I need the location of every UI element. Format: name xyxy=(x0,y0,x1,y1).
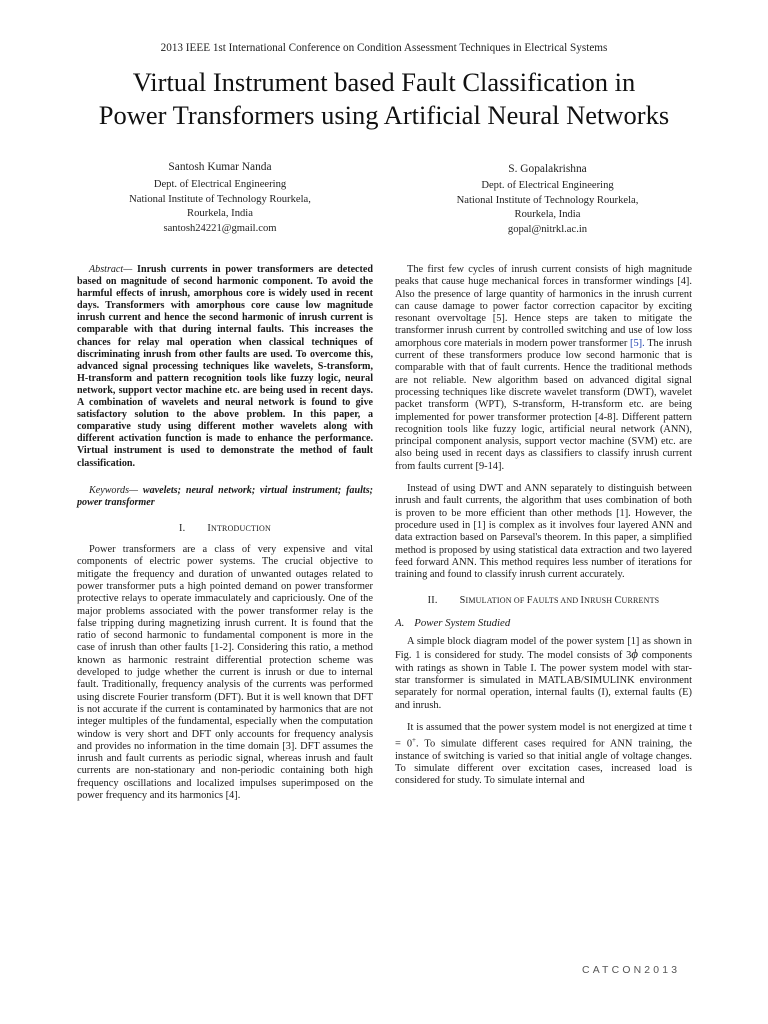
section-title: INTRODUCTION xyxy=(207,522,271,534)
abstract-label: Abstract— xyxy=(89,264,133,275)
section-number: I. xyxy=(179,522,186,534)
title-line-1: Virtual Instrument based Fault Classification in xyxy=(132,67,636,97)
left-column xyxy=(77,264,373,802)
body-paragraph-1: The first few cycles of inrush current consists of high magnitude peaks that cause huge mechanical forces in transformer windings [4]. Also the presence of large quantity of harmonics in the inrush current can cause damage to power factor correction capacitor by exciting resonant overvoltage [5]. Hence steps are taken to mitigate the transformer inrush current by controlled switching and use of low loss amorphous core materials in modern power transformer [5]. The inrush current of these transformers produce low second harmonic that is comparable with that of fault currents. Hence the traditional methods are not reliable. New algorithm based on advanced digital signal processing techniques like discrete wavelet transform (DWT), wavelet packet transform (WPT), S-transform, H-transform etc. are being implemented for power transformer protection [4-8]. Different pattern recognition tools like fuzzy logic, artificial neural network (ANN), principal component analysis, support vector machine (SVM) etc. are also being used in recent days as classifiers to classify inrush current from faults current [9-14]. xyxy=(395,264,692,472)
body-paragraph-2: Instead of using DWT and ANN separately to distinguish between inrush and fault currents, the algorithm that uses combination of both is proven to be more efficient than other methods [1]. However, the procedure used in [1] is complex as it involves four layered ANN and data extraction based on Parseval's theorem. In this paper, a simplified method is proposed by using statistical data extraction and two layered feed forward ANN. This method requires less number of iterations for training and found to classify inrush current accurately. xyxy=(395,483,692,581)
keywords-label: Keywords— xyxy=(89,484,138,496)
author-email: santosh24221@gmail.com xyxy=(163,222,277,234)
conference-header: 2013 IEEE 1st International Conference on Condition Assessment Techniques in Electrical Systems xyxy=(160,42,608,54)
author-name: S. Gopalakrishna xyxy=(508,163,587,175)
author-location: Rourkela, India xyxy=(514,209,581,221)
body-paragraph-4: It is assumed that the power system model is not energized at time t = 0+. To simulate different cases required for ANN training, the instance of switching is varied so that initial angle of voltage changes. To simulate different over excitation cases, increased load is considered for study. To simulate internal and xyxy=(395,721,692,787)
author-dept: Dept. of Electrical Engineering xyxy=(481,180,614,192)
author-institute: National Institute of Technology Rourkela, xyxy=(129,193,311,205)
keywords-text: wavelets; neural network; virtual instrument; faults; power transformer xyxy=(77,484,373,508)
author-block-1 xyxy=(95,160,345,236)
author-block-2 xyxy=(420,162,675,237)
phi-symbol: ϕ xyxy=(631,646,639,662)
right-column xyxy=(395,264,692,788)
paper-title xyxy=(30,66,738,132)
author-location: Rourkela, India xyxy=(187,208,253,220)
body-paragraph-3: A simple block diagram model of the power system [1] as shown in Fig. 1 is considered for study. The model consists of 3ϕ components with ratings as shown in Table I. The power system model with star-star transformer is simulated in MATLAB/SIMULINK environment separately for normal operation, internal faults (I), external faults (E) and inrush. xyxy=(395,636,692,711)
title-line-2: Power Transformers using Artificial Neural Networks xyxy=(98,100,670,130)
abstract-text: Inrush currents in power transformers are detected based on magnitude of second harmonic component. To avoid the harmful effects of inrush, amorphous core is widely used in recent days. Transformers with amorphous core cause low magnitude inrush current and hence the second harmonic of inrush current is comparable with that during internal faults. This increases the chances for relay mal operation when classical techniques of discriminating inrush from other faults are used. To overcome this, advanced signal processing techniques like wavelets, S-transform, H-transform and pattern recognition tools like fuzzy logic, neural network, support vector machine etc. are being used in recent days. A combination of wavelets and neural network is found to give satisfactory solution to the above problem. In this paper, a comparative study using different mother wavelets along with different activation function is made to enhance the performance. Virtual instrument is used to demonstrate the method of fault classification. xyxy=(77,264,373,469)
subsection-title: Power System Studied xyxy=(414,616,511,629)
author-dept: Dept. of Electrical Engineering xyxy=(153,179,287,191)
subsection-heading xyxy=(395,617,692,629)
section-heading-introduction xyxy=(77,523,373,535)
footer-label: CATCON2013 xyxy=(582,965,681,976)
abstract xyxy=(77,264,373,470)
intro-paragraph: Power transformers are a class of very expensive and vital components of electric power systems. The crucial objective to mitigate the frequency and duration of unwanted outages related to power transformer puts a high pointed demand on power transformer protective relays to operate immaculately and capriciously. One of the major problems associated with the power transformer relay is the false tripping during magnetizing inrush current. It is found that the ratio of second harmonic to fundamental component is more in the case of inrush than other faults [1-2]. Considering this ratio, a method known as harmonic restraint differential protection scheme was developed to judge whether the current is inrush or due to internal fault. Traditionally, frequency analysis of the currents was performed using discrete Fourier transform (DFT). But it is well known that DFT is not accurate if the current is contaminated by harmonics that are not integer multiples of the fundamental, especially when the computation window is very short and DFT only accounts for frequency analysis and provides no information in the time domain [3]. DFT assumes the inrush and fault currents as periodic signal, whereas inrush and fault currents are non-stationary and non-periodic containing both high frequency oscillations and localized impulses superimposed on the power frequency and its harmonics [4]. xyxy=(77,544,373,802)
author-name: Santosh Kumar Nanda xyxy=(168,161,272,173)
author-institute: National Institute of Technology Rourkela, xyxy=(456,194,639,206)
section-heading-simulation xyxy=(395,595,692,607)
section-title: SIMULATION OF FAULTS AND INRUSH CURRENTS xyxy=(459,595,660,607)
section-number: II. xyxy=(427,595,438,607)
author-email: gopal@nitrkl.ac.in xyxy=(507,223,588,235)
citation-link[interactable]: [5]. xyxy=(630,337,645,349)
keywords xyxy=(77,485,373,509)
subsection-number: A. xyxy=(395,616,405,629)
